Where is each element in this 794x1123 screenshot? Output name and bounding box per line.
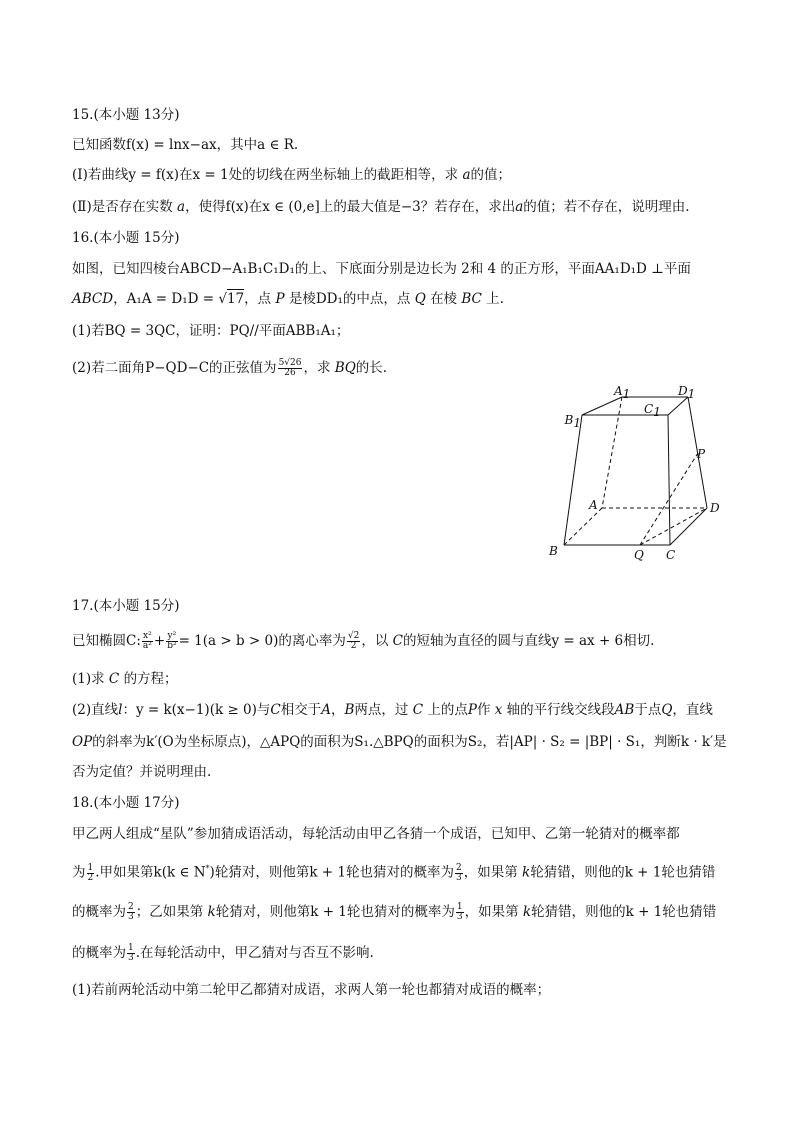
p18-header: 18.(本小题 17分) (72, 795, 180, 811)
label-C1: C1 (644, 402, 661, 419)
p18-line2: 为 $\frac{1}{2}$ .甲如果第k(k ∈ N*)轮猜对，则他第k + 1轮也猜对的概率为 $\frac{2}{3}$ ，如果第 k轮猜错，则他的k + 1轮也猜错 (72, 862, 716, 883)
p16-stem-line2: ABCD，A₁A = D₁D = √17，点 P 是棱DD₁的中点，点 Q 在棱 BC 上. (72, 291, 504, 307)
label-Q: Q (634, 548, 644, 562)
p17-header: 17.(本小题 15分) (72, 598, 180, 614)
fraction: $\frac{5√26}{26}$ (278, 358, 302, 378)
p17-q2-line3: 否为定值？并说明理由. (72, 764, 212, 780)
label-D: D (710, 501, 720, 515)
p17-q2-line2: OP的斜率为k′(O为坐标原点)，△APQ的面积为S₁.△BPQ的面积为S₂，若|AP| · S₂ = |BP| · S₁，判断k · k′是 (72, 734, 727, 750)
fraction: $\frac{1}{3}$ (128, 943, 134, 963)
segment-QD (640, 508, 707, 545)
fraction: $\frac{\text{x²}}{\text{a²}}$ (142, 631, 152, 651)
edge-A1A (602, 397, 622, 508)
p18-line3: 的概率为 $\frac{2}{3}$ ；乙如果第 k轮猜对，则他第k + 1轮也猜对的概率为 $\frac{1}{3}$ ，如果第 k轮猜错，则他的k + 1轮也猜错 (72, 902, 717, 922)
p15-stem: 已知函数f(x) = lnx−ax，其中a ∈ R. (72, 137, 299, 153)
label-P: P (697, 447, 706, 461)
p15-header: 15.(本小题 13分) (72, 107, 180, 123)
p18-line4: 的概率为 $\frac{1}{3}$ .在每轮活动中，甲乙猜对与否互不影响. (72, 943, 374, 963)
fraction: $\frac{2}{3}$ (455, 862, 462, 883)
p18-line1: 甲乙两人组成“星队”参加猜成语活动，每轮活动由甲乙各猜一个成语，已知甲、乙第一轮猜对的概率都 (72, 826, 680, 842)
edge-AB (564, 508, 602, 545)
frustum-figure (540, 385, 740, 565)
label-A: A (589, 498, 598, 512)
edge-CD (670, 508, 707, 545)
fraction: $\frac{1}{3}$ (456, 902, 463, 922)
edge-A1B1 (582, 397, 622, 415)
p16-q1: (1)若BQ = 3QC，证明：PQ//平面ABB₁A₁； (72, 323, 350, 339)
label-B: B (549, 544, 558, 558)
fraction: $\frac{√2}{2}$ (347, 631, 360, 651)
label-A1: A1 (614, 385, 631, 401)
p16-q2: (2)若二面角P−QD−C的正弦值为 $\frac{5√26}{26}$ ，求 BQ的长. (72, 358, 388, 378)
p17-q1: (1)求 C 的方程； (72, 671, 178, 687)
p15-q1: (Ⅰ)若曲线y = f(x)在x = 1处的切线在两坐标轴上的截距相等，求 a的值； (72, 167, 511, 183)
label-C: C (666, 548, 676, 562)
edge-B1B (564, 415, 582, 545)
label-B1: B1 (564, 413, 581, 430)
p16-stem-line1: 如图，已知四棱台ABCD−A₁B₁C₁D₁的上、下底面分别是边长为 2和 4 的正方形，平面AA₁D₁D ⊥平面 (72, 261, 691, 277)
p15-q2: (Ⅱ)是否存在实数 a，使得f(x)在x ∈ (0,e]上的最大值是−3？若存在，求出a的值；若不存在，说明理由. (72, 199, 690, 215)
edge-C1D1 (668, 397, 688, 415)
fraction: $\frac{1}{2}$ (87, 862, 94, 883)
p17-q2-line1: (2)直线l：y = k(x−1)(k ≥ 0)与C相交于A，B两点，过 C 上的点P作 x 轴的平行线交线段AB于点Q，直线 (72, 702, 713, 718)
p16-header: 16.(本小题 15分) (72, 230, 180, 246)
p17-stem: 已知椭圆C: $\frac{\text{x²}}{\text{a²}}$ + $\frac{\text{y²}}{\text{b²}}$ = 1(a > b > 0)的离心率为 $\frac{√2}{2}$ ，以 C的短轴为直径的圆与直线y = ax + 6相切. (72, 631, 655, 651)
label-D1: D1 (678, 385, 696, 401)
fraction: $\frac{\text{y²}}{\text{b²}}$ (167, 631, 177, 651)
p18-q1: (1)若前两轮活动中第二轮甲乙都猜对成语，求两人第一轮也都猜对成语的概率； (72, 982, 551, 998)
fraction: $\frac{2}{3}$ (128, 902, 134, 922)
edge-C1C (668, 415, 670, 545)
